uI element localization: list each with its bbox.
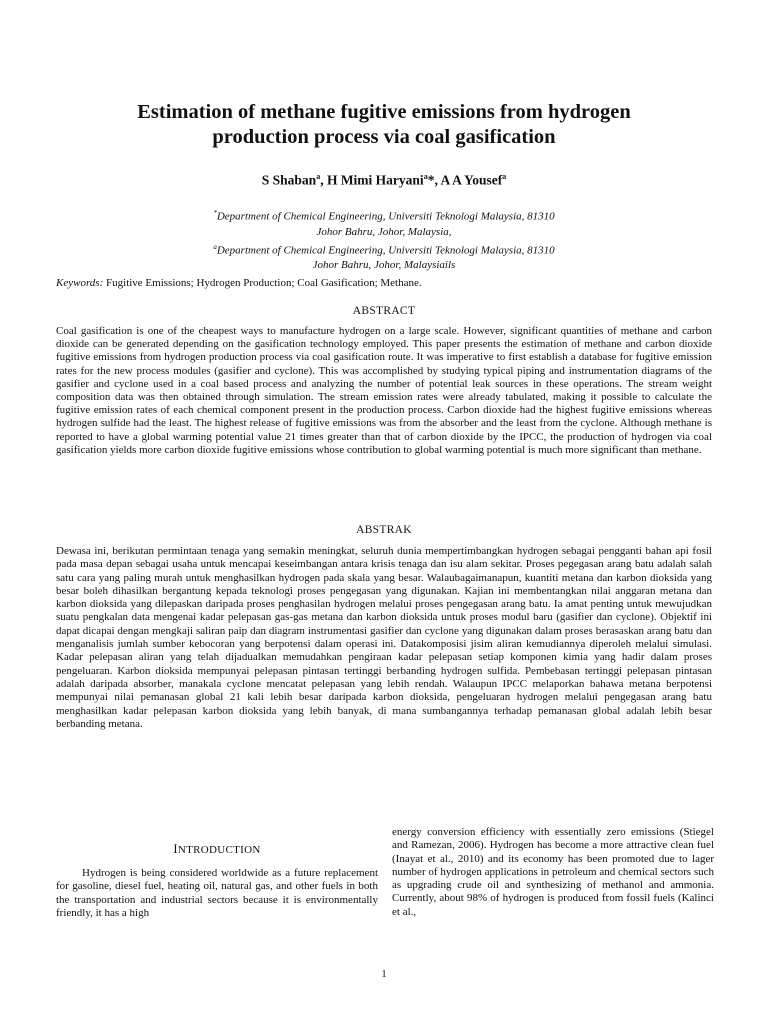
left-column: [56, 842, 378, 920]
author-list: S Shaban$^a$, H Mimi Haryani$^a$*, A A Yousef$^a$: [261, 172, 507, 188]
author-sup: a: [502, 172, 507, 181]
affiliations: [160, 206, 608, 273]
corresponding-mark: *: [427, 172, 435, 188]
author-name: A A Yousef: [440, 172, 503, 188]
affiliation-line: Johor Bahru, Johor, Malaysiails: [312, 259, 456, 272]
author-sup: a: [423, 172, 428, 181]
affiliation-line: $^a$Department of Chemical Engineering, Universiti Teknologi Malaysia, 81310: [213, 242, 555, 257]
keywords-text: Fugitive Emissions; Hydrogen Production; Coal Gasification; Methane.: [103, 277, 422, 289]
paper-title: [60, 100, 708, 150]
affiliation-mark: a: [213, 242, 217, 251]
keywords: [56, 277, 422, 289]
affiliation-mark: *: [213, 209, 217, 217]
affiliation-line: *Department of Chemical Engineering, Universiti Teknologi Malaysia, 81310: [213, 209, 555, 223]
title-line-1: Estimation of methane fugitive emissions from hydrogen: [137, 101, 631, 123]
abstract-body: Coal gasification is one of the cheapest ways to manufacture hydrogen on a large scale. However, significant quantities of methane and carbon dioxide can be generated depending on the gasification technology employed. This paper presents the estimation of methane and carbon dioxide fugitive emissions from hydrogen production process via coal gasification route. It was imperative to first establish a database for fugitive emission rates for the new process modules (gasifier and cyclone). This was accomplished by studying typical piping and instrumentation diagrams of the gasifier and cyclone used in a coal based process and analyzing the number of potential leak sources in these operations. The stream weight composition data was then obtained through simulation. The stream emission rates were already tabulated, making it possible to calculate the fugitive emission rates of each chemical component present in the production process. Carbon dioxide had the highest fugitive emissions whereas hydrogen sulfide had the least. The highest release of fugitive emissions was from the absorber and the least from the cyclone. Although methane is reported to have a global warming potential value 21 times greater than that of carbon dioxide by the IPCC, the production of hydrogen via coal gasification yields more carbon dioxide fugitive emissions whose contribution to global warming potential is much more significant than methane.: [56, 325, 712, 456]
introduction-paragraph: Hydrogen is being considered worldwide as a future replacement for gasoline, diesel fuel, heating oil, natural gas, and other fuels in both the transportation and industrial sectors because it is environmentally friendly, it has a high: [56, 867, 378, 919]
abstrak-body: Dewasa ini, berikutan permintaan tenaga yang semakin meningkat, seluruh dunia mempertimbangkan hydrogen sebagai pengganti bahan api fosil pada masa depan sebagai usaha untuk mencapai keseimbangan antara krisis tenaga dan isu alam sekitar. Proses pegegasan arang batu adalah salah satu cara yang paling murah untuk menghasilkan hydrogen pada skala yang besar. Walaubagaimanapun, kuantiti metana dan karbon dioksida yang besar boleh dihasilkan bergantung kepada teknologi proses pengegasan yang digunakan. Kajian ini membentangkan nilai anggaran metana dan karbon dioksida yang dilepaskan daripada proses penghasilan hydrogen melalui proses pengegasan arang batu. Ia amat penting untuk mewujudkan suatu pengkalan data mengenai kadar pelepasan gas-gas metana dan karbon dioksida untuk proses modul baru (gasifier dan cyclone). Objektif ini dapat dicapai dengan mengkaji saliran paip dan diagram instrumentasi gasifier dan cyclone yang digunakan dalam proses berasaskan arang batu dan menganalisis jumlah sumber kebocoran yang berpotensi dalam operasi ini. Datakomposisi jisim aliran kemudiannya diperoleh melalui simulasi. Kadar pelepasan aliran yang telah dijadualkan memudahkan pengiraan kadar pelepasan setiap komponen kimia yang hadir dalam proses pengeluaran. Karbon dioksida mempunyai pelepasan pintasan tertinggi berbanding hydrogen sulfida. Pembebasan tertinggi pelepasan pintasan adalah daripada absorber, manakala cyclone mencatat pelepasan yang lebih rendah. Walaupun IPCC melaporkan bahawa metana berpotensi mempunyai nilai pemanasan global 21 kali lebih besar daripada karbon dioksida, pengeluaran hydrogen melalui pengegasan arang batu menghasilkan kadar pelepasan karbon dioksida yang lebih banyak, di mana sumbangannya terhadap pemanasan global adalah lebih besar berbanding metana.: [56, 545, 712, 730]
title-line-2: production process via coal gasification: [212, 126, 556, 148]
author-name: H Mimi Haryani: [326, 172, 424, 188]
abstract-heading: ABSTRACT: [352, 305, 416, 317]
right-column-paragraph: energy conversion efficiency with essentially zero emissions (Stiegel and Ramezan, 2006). Hydrogen has become a more attractive clean fuel (Inayat et al., 2010) and its economy has been promoted due to lager number of hydrogen applications in petroleum and chemical sectors such as upgrading crude oil and synthesizing of methanol and ammonia. Currently, about 98% of hydrogen is produced from fossil fuels (Kalinci et al.,: [392, 826, 714, 918]
page-number: 1: [381, 968, 387, 980]
keywords-label: Keywords:: [56, 277, 104, 289]
author-name: S Shaban: [261, 172, 317, 188]
abstrak-heading: ABSTRAK: [356, 524, 412, 536]
introduction-heading: INTRODUCTION: [173, 842, 261, 856]
author-sup: a: [316, 172, 321, 181]
affiliation-line: Johor Bahru, Johor, Malaysia,: [316, 225, 452, 238]
